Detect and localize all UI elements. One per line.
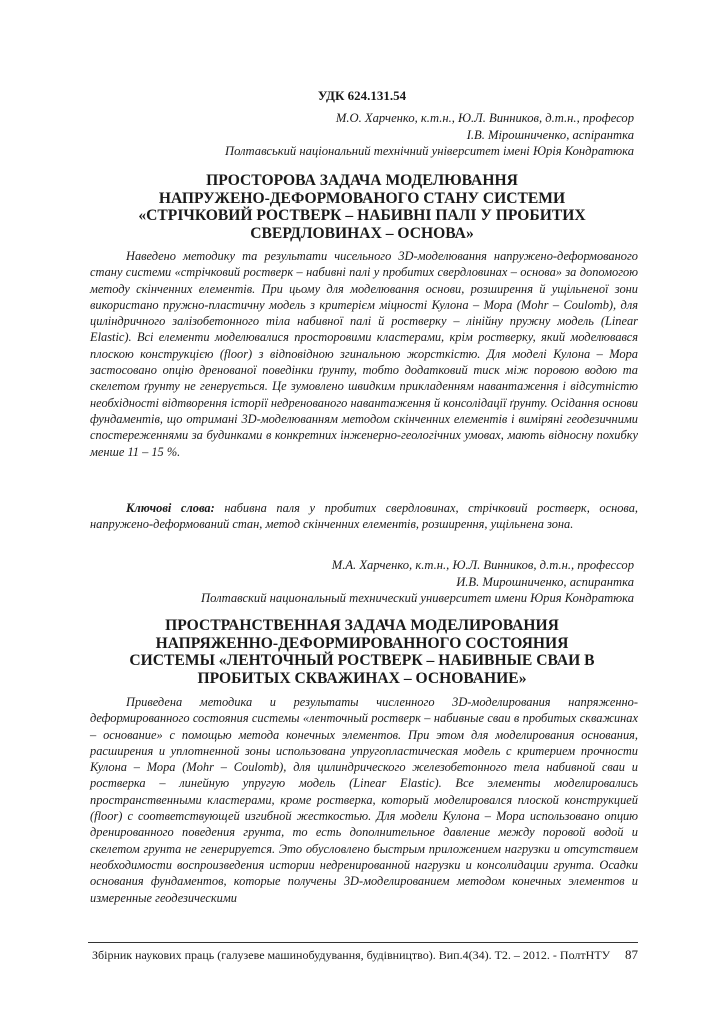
abstract-ua: Наведено методику та результати чисельного 3D-моделювання напружено-деформованого стану системи «стрічковий ростверк – набивні палі у пробитих свердловинах – основа» за допомогою методу скінченних елементів. При цьому для моделювання основи, розширення й ущільненої зони використано пружно-пластичну модель з критерієм міцності Кулона – Мора (Mohr – Coulomb), для циліндричного залізобетонного тіла набивної палі й ростверку – лінійну пружну модель (Linear Elastic). Всі елементи моделювалися просторовими кластерами, крім ростверку, який моделювався плоскою конструкцією (floor) з відповідною згинальною жорсткістю. Для моделі Кулона – Мора застосовано опцію дренованої поведінки ґрунту, тобто додатковий тиск між поровою водою та скелетом ґрунту не генерується. Це зумовлено швидким прикладенням навантаження і відсутністю необхідності відтворення історії недренованого навантаження й консолідації ґрунту. Осідання основи фундаментів, що отримані 3D-моделюванням методом скінченних елементів і виміряні геодезичними спостереженнями за будинками в конкретних інженерно-геологічних умовах, мають відносну похибку менше 11 – 15 %.	[90, 249, 638, 459]
affiliation-ua: Полтавський національний технічний університет імені Юрія Кондратюка	[224, 144, 634, 158]
keywords-label: Ключові слова:	[126, 501, 215, 515]
affiliation-ru: Полтавский национальный технический университет имени Юрия Кондратюка	[201, 591, 634, 605]
page-number: 87	[625, 947, 638, 962]
title-ua-line: СВЕРДЛОВИНАХ – ОСНОВА»	[250, 224, 474, 242]
title-ua	[90, 172, 634, 242]
footer-divider	[88, 942, 638, 943]
title-ru	[90, 617, 634, 687]
title-ua-line: «СТРІЧКОВИЙ РОСТВЕРК – НАБИВНІ ПАЛІ У ПРОБИТИХ	[138, 207, 586, 225]
authors-ru-line2: И.В. Мирошниченко, аспирантка	[456, 574, 634, 589]
keywords-text: набивна паля у пробитих свердловинах, стрічковий ростверк, основа, напружено-деформований стан, метод скінченних елементів, розширення, ущільнена зона.	[90, 501, 639, 532]
authors-ua	[225, 110, 634, 160]
authors-ru-line1: М.А. Харченко, к.т.н., Ю.Л. Винников, д.т.н., профессор	[331, 558, 634, 572]
title-ua-line: ПРОСТОРОВА ЗАДАЧА МОДЕЛЮВАННЯ	[206, 172, 518, 189]
authors-ru	[201, 557, 634, 607]
abstract-ru: Приведена методика и результаты численного 3D-моделирования напряженно-деформированного состояния системы «ленточный ростверк – набивные сваи в пробитых скважинах – основание» с помощью метода конечных элементов. При этом для моделирования основания, расширения и уплотненной зоны использована упругопластическая модель с критерием прочности Кулона – Мора (Mohr – Coulomb), для цилиндрического железобетонного тела набивной сваи и ростверка – линейную упругую модель (Linear Elastic). Все элементы моделировались пространственными кластерами, кроме ростверка, который моделировался плоской конструкцией (floor) с соответствующей изгибной жесткостью. Для модели Кулона – Мора использовано опцию дренированного поведения грунта, то есть дополнительное давление между поровой водой и скелетом грунта не генерируется. Это обусловлено быстрым приложением нагрузки и отсутствием необходимости воспроизведения истории недренированной нагрузки и консолидации грунта. Осадки основания фундаментов, которые получены 3D-моделированием методом конечных элементов и измеренные геодезическими	[90, 695, 638, 905]
title-ru-line: ПРОСТРАНСТВЕННАЯ ЗАДАЧА МОДЕЛИРОВАНИЯ	[165, 617, 559, 634]
authors-ua-line1: М.О. Харченко, к.т.н., Ю.Л. Винников, д.т.н., професор	[335, 111, 634, 125]
title-ua-line: НАПРУЖЕНО-ДЕФОРМОВАНОГО СТАНУ СИСТЕМИ	[158, 189, 566, 207]
title-ru-line: НАПРЯЖЕННО-ДЕФОРМИРОВАННОГО СОСТОЯНИЯ	[155, 634, 569, 652]
authors-ua-line2: І.В. Мірошниченко, аспірантка	[466, 127, 634, 142]
title-ru-line: СИСТЕМЫ «ЛЕНТОЧНЫЙ РОСТВЕРК – НАБИВНЫЕ СВАИ В	[129, 652, 595, 670]
journal-citation: Збірник наукових праць (галузеве машинобудування, будівництво). Вип.4(34). Т2. – 2012. - ПолтНТУ	[92, 948, 611, 962]
keywords-ua	[90, 500, 638, 533]
title-ru-line: ПРОБИТЫХ СКВАЖИНАХ – ОСНОВАНИЕ»	[197, 669, 527, 687]
udk-code: УДК 624.131.54	[317, 88, 407, 103]
